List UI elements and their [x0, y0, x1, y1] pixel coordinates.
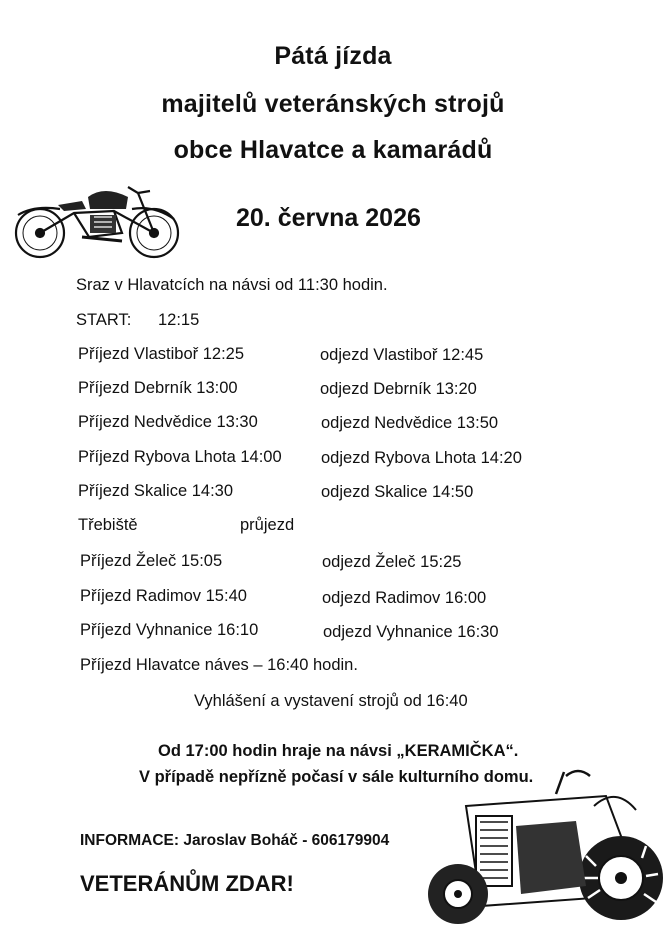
event-date: 20. června 2026: [236, 204, 421, 232]
arrival-radimov: Příjezd Radimov 15:40: [80, 587, 247, 605]
departure-debrnik: odjezd Debrník 13:20: [320, 380, 477, 398]
passthrough-trebiste: průjezd: [240, 516, 295, 534]
departure-nedvedice: odjezd Nedvědice 13:50: [321, 414, 499, 432]
title-line-3: obce Hlavatce a kamarádů: [173, 136, 493, 164]
departure-skalice: odjezd Skalice 14:50: [321, 483, 474, 501]
arrival-zelec: Příjezd Želeč 15:05: [80, 552, 223, 570]
slogan: VETERÁNŮM ZDAR!: [80, 871, 294, 896]
departure-radimov: odjezd Radimov 16:00: [322, 589, 487, 607]
music-info: Od 17:00 hodin hraje na návsi „KERAMIČKA“.: [158, 742, 519, 760]
final-arrival: Příjezd Hlavatce náves – 16:40 hodin.: [80, 656, 358, 674]
arrival-trebiste: Třebiště: [78, 516, 138, 534]
arrival-debrnik: Příjezd Debrník 13:00: [78, 379, 238, 397]
arrival-nedvedice: Příjezd Nedvědice 13:30: [78, 413, 258, 431]
announcement: Vyhlášení a vystavení strojů od 16:40: [194, 692, 468, 710]
motorcycle-illustration: [4, 175, 184, 265]
start-label: START:: [76, 311, 132, 329]
title-line-2: majitelů veteránských strojů: [161, 90, 505, 118]
start-time: 12:15: [158, 311, 200, 329]
departure-rybova-lhota: odjezd Rybova Lhota 14:20: [321, 449, 522, 467]
departure-vlastibor: odjezd Vlastiboř 12:45: [320, 346, 484, 364]
bad-weather-info: V případě nepřízně počasí v sále kulturního domu.: [139, 768, 534, 786]
arrival-vlastibor: Příjezd Vlastiboř 12:25: [78, 345, 245, 363]
meeting-info: Sraz v Hlavatcích na návsi od 11:30 hodin.: [76, 276, 388, 294]
departure-vyhnanice: odjezd Vyhnanice 16:30: [323, 623, 499, 641]
departure-zelec: odjezd Želeč 15:25: [322, 553, 462, 571]
arrival-skalice: Příjezd Skalice 14:30: [78, 482, 234, 500]
tractor-illustration: [406, 766, 664, 936]
title-line-1: Pátá jízda: [274, 42, 392, 70]
arrival-rybova-lhota: Příjezd Rybova Lhota 14:00: [78, 448, 282, 466]
contact-info: INFORMACE: Jaroslav Boháč - 606179904: [80, 832, 390, 849]
arrival-vyhnanice: Příjezd Vyhnanice 16:10: [80, 621, 259, 639]
